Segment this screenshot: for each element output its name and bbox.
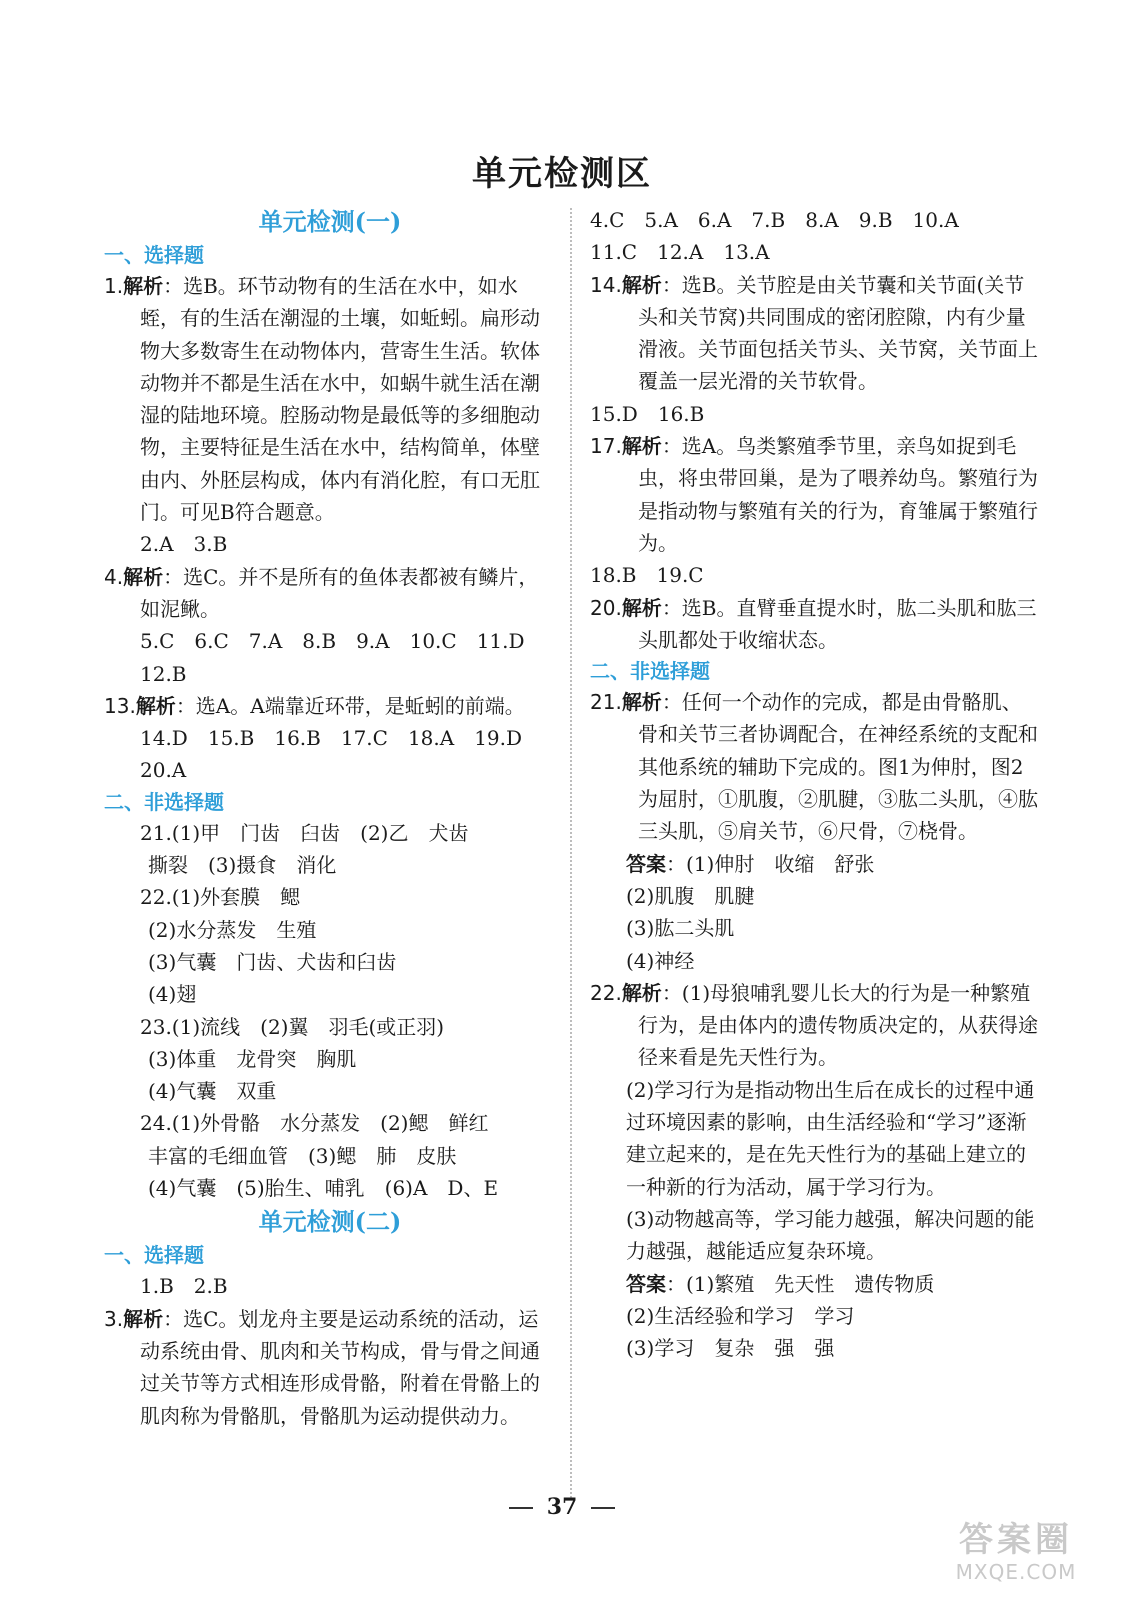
answer-line: 22.(1)外套膜 鳃 (140, 885, 301, 910)
answer-line: 撕裂 (3)摄食 消化 (148, 853, 337, 878)
answer-line: 15.D 16.B (590, 401, 705, 426)
column-divider (570, 208, 572, 1498)
answer-item: 21.解析：任何一个动作的完成，都是由骨骼肌、骨和关节三者协调配合，在神经系统的支配和其他系统的辅助下完成的。图1为伸肘，图2为屈肘，①肌腹，②肌腱，③肱二头肌，④肱三头肌，⑤肩关节，⑥尺骨，⑦桡骨。 (590, 690, 1038, 844)
answer-line: 12.B (140, 661, 187, 686)
answer-line: (3)肱二头肌 (626, 916, 735, 941)
watermark-logo: 答案圈 MXQE.COM (955, 1520, 1077, 1584)
answer-item: 20.解析：选B。直臂垂直提水时，肱二头肌和肱三头肌都处于收缩状态。 (590, 595, 1037, 652)
section-choice-1: 一、选择题 (104, 243, 204, 267)
answer-line: (4)气囊 双重 (148, 1079, 277, 1104)
answer-line: 23.(1)流线 (2)翼 羽毛(或正羽) (140, 1014, 445, 1039)
answer-line: 18.B 19.C (590, 563, 704, 588)
answer-line: (4)神经 (626, 948, 695, 973)
left-column (104, 204, 556, 1432)
page-title: 单元检测区 (472, 154, 652, 194)
answer-line: (4)翅 (148, 982, 197, 1007)
section-nonchoice-1: 二、非选择题 (104, 789, 224, 814)
answer-item: 4.解析：选C。并不是所有的鱼体表都被有鳞片，如泥鳅。 (104, 564, 539, 621)
answer-line: 24.(1)外骨骼 水分蒸发 (2)鳃 鲜红 (140, 1111, 489, 1136)
answer-line: (2)肌腹 肌腱 (626, 883, 755, 908)
answer-line: 11.C 12.A 13.A (590, 240, 770, 265)
answer-line: 14.D 15.B 16.B 17.C 18.A 19.D (140, 726, 523, 751)
answer-line: (2)生活经验和学习 学习 (626, 1303, 855, 1328)
answer-item: 1.解析：选B。环节动物有的生活在水中，如水蛭，有的生活在潮湿的土壤，如蚯蚓。扁形动物大多数寄生在动物体内，营寄生生活。软体动物并不都是生活在水中，如蜗牛就生活在潮湿的陆地环境。腔肠动物是最低等的多细胞动物，主要特征是生活在水中，结构简单，体壁由内、外胚层构成，体内有消化腔，有口无肛门。可见B符合题意。 (104, 274, 540, 525)
answer-line: 1.B 2.B (140, 1274, 228, 1299)
answer-line: 2.A 3.B (140, 532, 228, 557)
answer-line: (3)动物越高等，学习能力越强，解决问题的能力越强，越能适应复杂环境。 (626, 1206, 1035, 1264)
answer-line: (3)体重 龙骨突 胸肌 (148, 1046, 357, 1071)
answer-line: 答案：(1)伸肘 收缩 舒张 (626, 851, 875, 876)
dash-left (509, 1507, 533, 1509)
answer-line: (4)气囊 (5)胎生、哺乳 (6)A D、E (148, 1176, 499, 1201)
section-nonchoice-2: 二、非选择题 (590, 659, 710, 684)
answer-line: (2)学习行为是指动物出生后在成长的过程中通过环境因素的影响，由生活经验和“学习”逐渐建立起来的，是在先天性行为的基础上建立的一种新的行为活动，属于学习行为。 (626, 1077, 1035, 1199)
answer-line: 丰富的毛细血管 (3)鳃 肺 皮肤 (148, 1143, 457, 1168)
answer-line: (3)学习 复杂 强 强 (626, 1336, 835, 1361)
answer-line: 21.(1)甲 门齿 臼齿 (2)乙 犬齿 (140, 820, 469, 845)
section-choice-2: 一、选择题 (104, 1243, 204, 1268)
answer-line: (2)水分蒸发 生殖 (148, 917, 317, 942)
answer-item: 13.解析：选A。A端靠近环带，是蚯蚓的前端。 (104, 693, 525, 718)
answer-line: 答案：(1)繁殖 先天性 遗传物质 (626, 1271, 935, 1296)
answer-line: 20.A (140, 758, 187, 783)
answer-item: 17.解析：选A。鸟类繁殖季节里，亲鸟如捉到毛虫，将虫带回巢，是为了喂养幼鸟。繁殖行为是指动物与繁殖有关的行为，育雏属于繁殖行为。 (590, 434, 1038, 555)
answer-item: 22.解析：(1)母狼哺乳婴儿长大的行为是一种繁殖行为，是由体内的遗传物质决定的，从获得途径来看是先天性行为。 (590, 980, 1038, 1070)
answer-line: (3)气囊 门齿、犬齿和臼齿 (148, 949, 397, 974)
answer-item: 14.解析：选B。关节腔是由关节囊和关节面(关节头和关节窝)共同围成的密闭腔隙，内有少量滑液。关节面包括关节头、关节窝，关节面上覆盖一层光滑的关节软骨。 (590, 272, 1038, 394)
answer-item: 3.解析：选C。划龙舟主要是运动系统的活动，运动系统由骨、肌肉和关节构成，骨与骨之间通过关节等方式相连形成骨骼，附着在骨骼上的肌肉称为骨骼肌，骨骼肌为运动提供动力。 (104, 1306, 540, 1428)
dash-right (591, 1507, 615, 1509)
answer-line: 5.C 6.C 7.A 8.B 9.A 10.C 11.D (140, 629, 525, 654)
answer-line: 4.C 5.A 6.A 7.B 8.A 9.B 10.A (590, 208, 959, 232)
page-number: 37 (0, 1494, 1124, 1520)
unit2-title: 单元检测(二) (258, 1207, 402, 1237)
right-column (590, 204, 1038, 1364)
unit1-title: 单元检测(一) (258, 207, 402, 236)
